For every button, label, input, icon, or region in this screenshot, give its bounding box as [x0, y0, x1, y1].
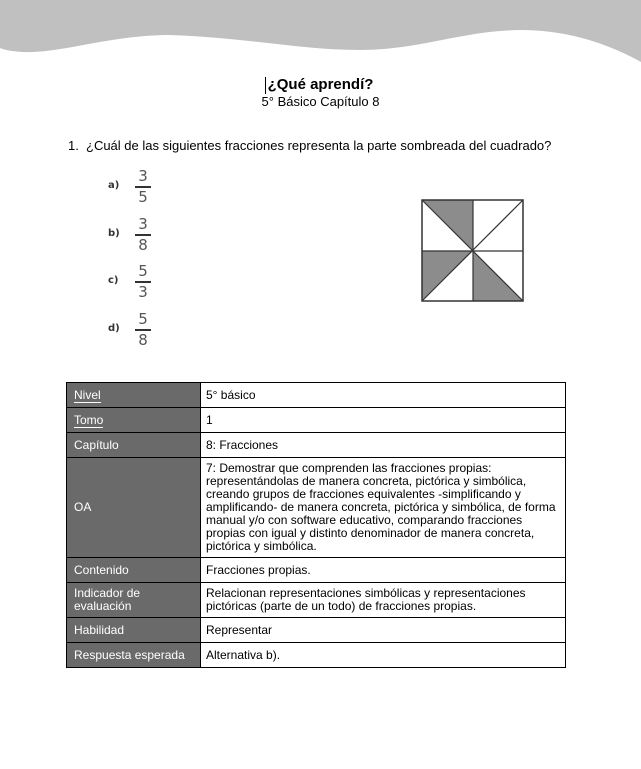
denominator: 8 — [138, 331, 148, 349]
fraction — [135, 263, 151, 301]
table-row — [67, 643, 566, 668]
table-row — [67, 408, 566, 433]
header — [0, 76, 641, 110]
numerator: 5 — [138, 310, 148, 328]
page-title: ¿Qué aprendí? — [268, 76, 374, 94]
numerator: 3 — [138, 167, 148, 185]
fraction — [135, 311, 151, 349]
row-key: Indicador de evaluación — [67, 583, 201, 618]
row-key: Capítulo — [67, 433, 201, 458]
denominator: 5 — [138, 188, 148, 206]
numerator: 5 — [138, 262, 148, 280]
page-subtitle: 5° Básico Capítulo 8 — [261, 94, 380, 109]
header-wave-decoration — [0, 0, 641, 70]
text-cursor — [265, 77, 266, 94]
table-row — [67, 383, 566, 408]
question-text: ¿Cuál de las siguientes fracciones representa la parte sombreada del cuadrado? — [86, 138, 552, 153]
table-row — [67, 618, 566, 643]
row-value: 7: Demostrar que comprenden las fracciones propias: representándolas de manera concreta, pictórica y simbólica, creando grupos de fracciones equivalentes -simplificando y amplificando- de manera concreta, pictórica y simbólica, de forma manual y/o con software educativo, comparando fracciones propias con igual y distinto denominador de manera concreta, pictórica y simbólica. — [201, 458, 566, 558]
row-value: Relacionan representaciones simbólicas y representaciones pictóricas (parte de un todo) de fracciones propias. — [201, 583, 566, 618]
shaded-square-figure — [420, 198, 526, 304]
option-label: d) — [108, 323, 120, 334]
denominator: 8 — [138, 236, 148, 254]
row-key: Tomo — [67, 408, 201, 433]
fraction — [135, 216, 151, 254]
table-row — [67, 458, 566, 558]
row-value: 1 — [201, 408, 566, 433]
row-value: 5° básico — [201, 383, 566, 408]
row-value: Alternativa b). — [201, 643, 566, 668]
row-value: Fracciones propias. — [201, 558, 566, 583]
row-value: Representar — [201, 618, 566, 643]
option-c[interactable] — [108, 263, 168, 303]
row-key: Habilidad — [67, 618, 201, 643]
row-key: OA — [67, 458, 201, 558]
question-1 — [68, 138, 551, 154]
option-label: a) — [108, 180, 120, 191]
table-row — [67, 583, 566, 618]
question-number: 1. — [68, 138, 79, 153]
table-row — [67, 433, 566, 458]
row-value: 8: Fracciones — [201, 433, 566, 458]
fraction — [135, 168, 151, 206]
denominator: 3 — [138, 283, 148, 301]
option-label: b) — [108, 228, 120, 239]
curriculum-info-table — [66, 382, 566, 668]
row-key: Respuesta esperada — [67, 643, 201, 668]
option-label: c) — [108, 275, 119, 286]
numerator: 3 — [138, 215, 148, 233]
option-d[interactable] — [108, 311, 168, 351]
row-key: Nivel — [67, 383, 201, 408]
row-key: Contenido — [67, 558, 201, 583]
option-b[interactable] — [108, 216, 168, 256]
option-a[interactable] — [108, 168, 168, 208]
table-row — [67, 558, 566, 583]
